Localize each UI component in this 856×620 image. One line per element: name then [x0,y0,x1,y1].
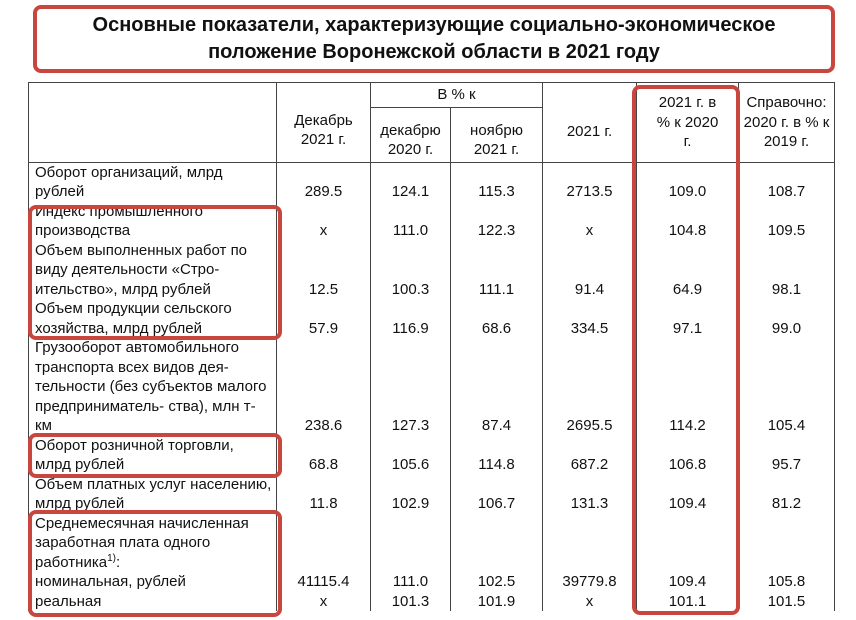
cell-vs-dec2020: 105.6 [371,436,451,475]
cell-year2021: 131.3 [543,475,637,514]
header-year2021: 2021 г. [543,83,637,163]
row-label: Объем платных услуг населению, млрд рублей [29,475,277,514]
cell-vs-nov2021: 68.6 [451,299,543,338]
cell-vs-dec2020: 100.3 [371,241,451,300]
cell-vs-nov2021: 114.8 [451,436,543,475]
cell-year2021: 687.2 [543,436,637,475]
row-label: Оборот розничной торговли, млрд рублей [29,436,277,475]
cell-ref: 105.8 [739,572,835,592]
row-label: Оборот организаций, млрд рублей [29,162,277,202]
row-label: Объем выполненных работ по виду деятельности «Стро- ительство», млрд рублей [29,241,277,300]
title-banner [33,5,835,73]
cell-year2021: x [543,592,637,612]
cell-ref [739,514,835,573]
cell-pct2021: 104.8 [637,202,739,241]
title-line-2: положение Воронежской области в 2021 году [208,41,660,63]
table-row [29,241,835,300]
cell-vs-dec2020: 102.9 [371,475,451,514]
indicators-table [28,82,835,611]
cell-ref: 81.2 [739,475,835,514]
row-label: Среднемесячная начисленная заработная плата одного работника$^{1)}$: [29,514,277,573]
table-row [29,592,835,612]
cell-year2021: 91.4 [543,241,637,300]
table-row [29,338,835,436]
title-line-1: Основные показатели, характеризующие социально-экономическое [92,14,776,36]
row-label: Объем продукции сельского хозяйства, млрд рублей [29,299,277,338]
row-label: Индекс промышленного производства [29,202,277,241]
cell-pct2021: 64.9 [637,241,739,300]
table-row [29,436,835,475]
cell-vs-dec2020: 124.1 [371,162,451,202]
cell-vs-nov2021: 87.4 [451,338,543,436]
cell-vs-dec2020: 116.9 [371,299,451,338]
table-row [29,299,835,338]
cell-ref: 99.0 [739,299,835,338]
cell-ref: 105.4 [739,338,835,436]
header-pct-group: В % к [371,83,543,108]
cell-dec2021: 12.5 [277,241,371,300]
header-dec2021: Декабрь 2021 г. [277,83,371,163]
cell-vs-nov2021: 106.7 [451,475,543,514]
cell-pct2021 [637,514,739,573]
cell-year2021: x [543,202,637,241]
cell-ref: 98.1 [739,241,835,300]
table-row [29,514,835,573]
header-pct2021-vs-2020: 2021 г. в % к 2020 г. [637,83,739,163]
header-vs-nov2021: ноябрю 2021 г. [451,107,543,162]
cell-dec2021: 57.9 [277,299,371,338]
cell-dec2021: 41115.4 [277,572,371,592]
cell-year2021: 2713.5 [543,162,637,202]
cell-vs-dec2020: 111.0 [371,572,451,592]
cell-vs-nov2021: 115.3 [451,162,543,202]
cell-vs-nov2021 [451,514,543,573]
table-row [29,162,835,202]
cell-pct2021: 109.4 [637,572,739,592]
cell-dec2021: 238.6 [277,338,371,436]
cell-vs-dec2020 [371,514,451,573]
cell-dec2021: 68.8 [277,436,371,475]
cell-pct2021: 97.1 [637,299,739,338]
cell-vs-dec2020: 101.3 [371,592,451,612]
cell-pct2021: 109.4 [637,475,739,514]
cell-vs-dec2020: 111.0 [371,202,451,241]
cell-vs-dec2020: 127.3 [371,338,451,436]
header-vs-dec2020: декабрю 2020 г. [371,107,451,162]
cell-pct2021: 106.8 [637,436,739,475]
cell-year2021: 39779.8 [543,572,637,592]
header-reference: Справочно: 2020 г. в % к 2019 г. [739,83,835,163]
cell-year2021 [543,514,637,573]
cell-ref: 108.7 [739,162,835,202]
cell-ref: 95.7 [739,436,835,475]
footnote-marker: 1) [107,552,116,564]
cell-vs-nov2021: 111.1 [451,241,543,300]
cell-dec2021: 289.5 [277,162,371,202]
cell-vs-nov2021: 101.9 [451,592,543,612]
table-row [29,572,835,592]
cell-year2021: 2695.5 [543,338,637,436]
cell-year2021: 334.5 [543,299,637,338]
cell-pct2021: 109.0 [637,162,739,202]
row-label: Грузооборот автомобильного транспорта всех видов дея- тельности (без субъектов малого предприниматель- ства), млн т-км [29,338,277,436]
cell-vs-nov2021: 102.5 [451,572,543,592]
table-row [29,475,835,514]
row-label: номинальная, рублей [29,572,277,592]
cell-dec2021: 11.8 [277,475,371,514]
table-row [29,202,835,241]
cell-ref: 109.5 [739,202,835,241]
cell-dec2021: x [277,592,371,612]
cell-pct2021: 101.1 [637,592,739,612]
cell-dec2021: x [277,202,371,241]
cell-ref: 101.5 [739,592,835,612]
header-label-blank [29,83,277,163]
cell-pct2021: 114.2 [637,338,739,436]
row-label: реальная [29,592,277,612]
cell-vs-nov2021: 122.3 [451,202,543,241]
cell-dec2021 [277,514,371,573]
